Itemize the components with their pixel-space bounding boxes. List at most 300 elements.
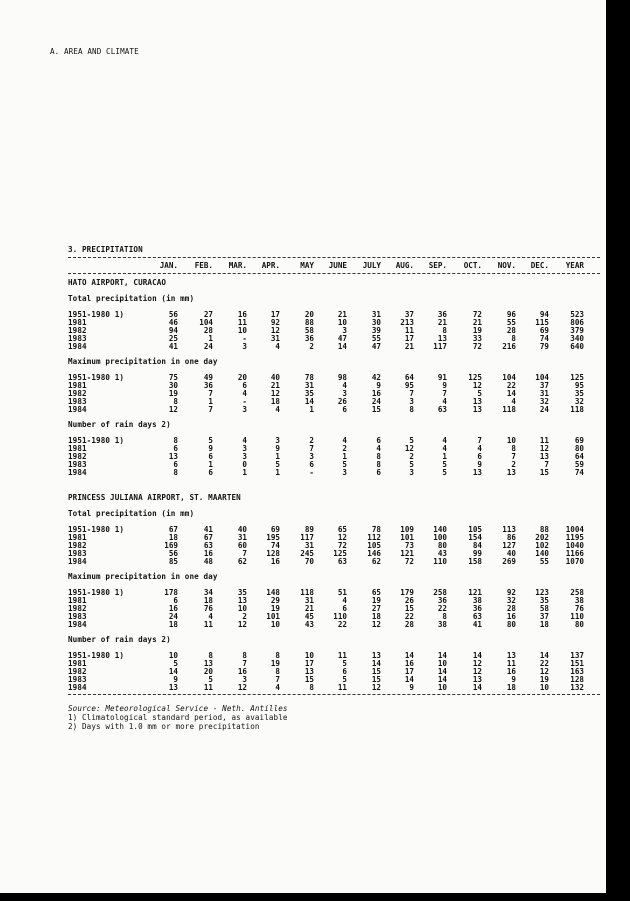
table-cell: 195	[266, 533, 280, 542]
column-header: APR.	[261, 261, 280, 270]
table-cell: 43	[437, 549, 447, 558]
table-cell: 4	[442, 436, 447, 445]
column-header: DEC.	[530, 261, 549, 270]
table-cell: 11	[506, 659, 516, 668]
table-cell: 5	[409, 460, 414, 469]
table-cell: 32	[506, 596, 516, 605]
table-cell: 6	[173, 444, 178, 453]
table-cell: 74	[574, 468, 584, 477]
table-cell: 105	[468, 525, 482, 534]
table-cell: 45	[304, 612, 314, 621]
row-label: 1951-1980 1)	[68, 436, 125, 445]
source-note	[68, 705, 288, 713]
table-cell: 22	[506, 381, 516, 390]
table-cell: 4	[275, 405, 280, 414]
table-cell: 1040	[565, 541, 584, 550]
table-cell: 5	[442, 460, 447, 469]
table-cell: 9	[173, 675, 178, 684]
table-cell: 22	[404, 612, 414, 621]
table-cell: 6	[173, 596, 178, 605]
table-cell: 125	[333, 549, 347, 558]
table-cell: 12	[539, 444, 549, 453]
row-label: 1981	[68, 318, 87, 327]
table-cell: 58	[304, 326, 314, 335]
table-cell: 28	[506, 326, 516, 335]
table-cell: 6	[342, 405, 347, 414]
table-cell: 2	[242, 612, 247, 621]
table-cell: 5	[477, 389, 482, 398]
table-cell: 20	[304, 310, 314, 319]
table-cell: 67	[168, 525, 178, 534]
table-cell: 19	[270, 659, 280, 668]
table-cell: 110	[570, 612, 584, 621]
table-cell: 12	[270, 326, 280, 335]
table-cell: 72	[472, 310, 482, 319]
table-cell: 14	[437, 667, 447, 676]
column-header: SEP.	[428, 261, 447, 270]
table-cell: 14	[404, 675, 414, 684]
table-cell: 105	[367, 541, 381, 550]
table-cell: 11	[203, 620, 213, 629]
table-cell: 5	[409, 436, 414, 445]
table-cell: 148	[266, 588, 280, 597]
table-cell: 169	[164, 541, 178, 550]
row-label: 1981	[68, 596, 87, 605]
table-cell: 12	[539, 667, 549, 676]
table-cell: 101	[400, 533, 414, 542]
table-cell: 104	[535, 373, 549, 382]
table-cell: 12	[237, 683, 247, 692]
table-cell: 37	[539, 612, 549, 621]
table-cell: 9	[477, 460, 482, 469]
table-cell: 13	[203, 659, 213, 668]
table-cell: 14	[539, 651, 549, 660]
table-cell: 4	[242, 436, 247, 445]
table-cell: 76	[203, 604, 213, 613]
table-cell: 41	[472, 620, 482, 629]
table-cell: 88	[304, 318, 314, 327]
table-cell: 258	[570, 588, 584, 597]
table-cell: 3	[342, 326, 347, 335]
table-cell: 5	[275, 460, 280, 469]
table-cell: 21	[437, 318, 447, 327]
table-cell: 62	[371, 557, 381, 566]
table-cell: 19	[371, 596, 381, 605]
table-cell: 13	[472, 397, 482, 406]
table-cell: 78	[304, 373, 314, 382]
column-header: MAY	[300, 261, 314, 270]
table-cell: 11	[203, 683, 213, 692]
table-cell: 16	[203, 549, 213, 558]
table-cell: 118	[570, 405, 584, 414]
row-label: 1983	[68, 334, 87, 343]
table-cell: 127	[502, 541, 516, 550]
table-cell: 13	[168, 452, 178, 461]
table-cell: 3	[342, 389, 347, 398]
table-cell: 92	[506, 588, 516, 597]
table-cell: 7	[208, 405, 213, 414]
table-cell: 73	[404, 541, 414, 550]
table-cell: 1070	[565, 557, 584, 566]
table-cell: 16	[270, 557, 280, 566]
table-cell: 104	[199, 318, 213, 327]
table-cell: 49	[203, 373, 213, 382]
table-cell: 26	[337, 397, 347, 406]
table-cell: 12	[168, 405, 178, 414]
station-name: PRINCESS JULIANA AIRPORT, ST. MAARTEN	[68, 493, 241, 502]
table-cell: 72	[472, 342, 482, 351]
row-label: 1982	[68, 667, 87, 676]
table-cell: 27	[203, 310, 213, 319]
table-cell: 12	[472, 667, 482, 676]
table-cell: 55	[371, 334, 381, 343]
row-label: 1984	[68, 620, 87, 629]
footnote-1: 1) Climatological standard period, as available	[68, 713, 288, 722]
table-cell: 65	[371, 588, 381, 597]
table-cell: 35	[574, 389, 584, 398]
table-cell: 64	[404, 373, 414, 382]
table-cell: 10	[304, 651, 314, 660]
table-cell: 5	[442, 468, 447, 477]
table-cell: 26	[404, 596, 414, 605]
table-cell: 80	[506, 620, 516, 629]
table-cell: 3	[242, 405, 247, 414]
table-cell: 12	[337, 533, 347, 542]
table-cell: 4	[342, 381, 347, 390]
row-label: 1982	[68, 604, 87, 613]
table-cell: 5	[208, 436, 213, 445]
table-cell: 17	[404, 334, 414, 343]
table-cell: 21	[472, 318, 482, 327]
row-label: 1951-1980 1)	[68, 310, 125, 319]
table-cell: 95	[574, 381, 584, 390]
column-header: JUNE	[328, 261, 347, 270]
table-cell: 4	[376, 444, 381, 453]
table-cell: 69	[574, 436, 584, 445]
table-cell: 12	[371, 683, 381, 692]
table-cell: 85	[168, 557, 178, 566]
table-cell: 154	[468, 533, 482, 542]
row-label: 1984	[68, 405, 87, 414]
table-cell: 8	[173, 436, 178, 445]
table-cell: 1166	[565, 549, 584, 558]
table-cell: 178	[164, 588, 178, 597]
table-cell: 18	[539, 620, 549, 629]
table-cell: 202	[535, 533, 549, 542]
table-cell: 3	[342, 468, 347, 477]
footnote-2: 2) Days with 1.0 mm or more precipitation	[68, 722, 260, 731]
table-cell: 63	[472, 612, 482, 621]
table-cell: 14	[404, 651, 414, 660]
table-cell: 94	[168, 326, 178, 335]
table-cell: 13	[237, 596, 247, 605]
table-cell: 10	[506, 436, 516, 445]
column-header: MAR.	[228, 261, 247, 270]
table-cell: 10	[437, 659, 447, 668]
table-cell: 6	[208, 468, 213, 477]
table-cell: 13	[437, 334, 447, 343]
table-cell: 31	[371, 310, 381, 319]
table-cell: 5	[342, 675, 347, 684]
table-cell: 14	[168, 667, 178, 676]
table-cell: 19	[472, 326, 482, 335]
table-cell: 79	[539, 342, 549, 351]
subsection-title: Total precipitation (in mm)	[68, 294, 195, 303]
table-cell: 4	[208, 612, 213, 621]
table-cell: 523	[570, 310, 584, 319]
table-cell: 7	[242, 549, 247, 558]
table-cell: 6	[309, 460, 314, 469]
table-cell: 31	[237, 533, 247, 542]
table-cell: 7	[242, 659, 247, 668]
table-cell: 19	[270, 604, 280, 613]
table-cell: 15	[404, 604, 414, 613]
table-cell: -	[242, 397, 247, 406]
table-cell: 13	[168, 683, 178, 692]
table-cell: 3	[242, 675, 247, 684]
table-cell: 101	[266, 612, 280, 621]
table-cell: 6	[242, 381, 247, 390]
table-cell: 43	[304, 620, 314, 629]
table-cell: 40	[270, 373, 280, 382]
table-cell: 2	[409, 452, 414, 461]
row-label: 1984	[68, 342, 87, 351]
table-cell: 10	[270, 620, 280, 629]
table-cell: 22	[539, 659, 549, 668]
table-cell: 8	[275, 667, 280, 676]
section-header: A. AREA AND CLIMATE	[50, 47, 139, 56]
column-header: AUG.	[395, 261, 414, 270]
table-cell: 100	[433, 533, 447, 542]
table-cell: 123	[535, 588, 549, 597]
table-cell: 14	[371, 659, 381, 668]
table-cell: 22	[337, 620, 347, 629]
table-cell: 63	[337, 557, 347, 566]
table-cell: 36	[472, 604, 482, 613]
table-cell: 36	[437, 596, 447, 605]
table-cell: 8	[173, 468, 178, 477]
table-cell: 128	[570, 675, 584, 684]
table-cell: 4	[242, 389, 247, 398]
table-cell: 31	[304, 541, 314, 550]
table-cell: 115	[535, 318, 549, 327]
table-cell: 37	[404, 310, 414, 319]
source-text: Source: Meteorological Service - Neth. Antilles	[68, 704, 288, 713]
table-cell: 14	[304, 397, 314, 406]
table-cell: 3	[242, 342, 247, 351]
table-cell: 11	[337, 651, 347, 660]
table-cell: 13	[472, 405, 482, 414]
row-label: 1983	[68, 460, 87, 469]
table-cell: 8	[511, 444, 516, 453]
table-cell: 80	[437, 541, 447, 550]
table-cell: 8	[442, 326, 447, 335]
table-cell: 20	[237, 373, 247, 382]
table-cell: 4	[442, 397, 447, 406]
table-cell: 13	[506, 651, 516, 660]
table-cell: 4	[477, 444, 482, 453]
table-cell: 76	[574, 604, 584, 613]
table-cell: 10	[437, 683, 447, 692]
table-cell: 8	[409, 405, 414, 414]
table-cell: 7	[275, 675, 280, 684]
table-cell: 28	[203, 326, 213, 335]
table-cell: 34	[203, 588, 213, 597]
table-cell: 140	[433, 525, 447, 534]
table-cell: 46	[168, 318, 178, 327]
table-cell: 5	[342, 659, 347, 668]
table-cell: 78	[371, 525, 381, 534]
table-cell: 16	[168, 604, 178, 613]
table-cell: 35	[237, 588, 247, 597]
column-header: NOV.	[497, 261, 516, 270]
table-cell: 2	[511, 460, 516, 469]
table-cell: 72	[337, 541, 347, 550]
table-cell: 14	[437, 651, 447, 660]
table-cell: 18	[203, 596, 213, 605]
table-cell: 16	[506, 612, 516, 621]
subsection-title: Total precipitation (in mm)	[68, 509, 195, 518]
table-cell: 806	[570, 318, 584, 327]
table-cell: 117	[433, 342, 447, 351]
table-cell: 121	[468, 588, 482, 597]
table-cell: 55	[539, 557, 549, 566]
table-cell: 13	[472, 468, 482, 477]
table-cell: 8	[376, 452, 381, 461]
table-cell: -	[242, 334, 247, 343]
table-cell: 65	[337, 525, 347, 534]
table-cell: 13	[304, 667, 314, 676]
row-label: 1983	[68, 397, 87, 406]
table-cell: 36	[437, 310, 447, 319]
table-cell: 2	[309, 436, 314, 445]
table-cell: 15	[371, 675, 381, 684]
table-cell: 18	[270, 397, 280, 406]
table-cell: 9	[208, 444, 213, 453]
table-cell: 28	[506, 604, 516, 613]
row-label: 1951-1980 1)	[68, 651, 125, 660]
column-header: JAN.	[159, 261, 178, 270]
table-cell: 19	[539, 675, 549, 684]
table-cell: 27	[371, 604, 381, 613]
divider	[68, 273, 600, 274]
column-header: FEB.	[194, 261, 213, 270]
table-cell: 11	[337, 683, 347, 692]
table-cell: 35	[304, 389, 314, 398]
station-name: HATO AIRPORT, CURACAO	[68, 278, 167, 287]
table-cell: 14	[472, 683, 482, 692]
table-cell: 1	[309, 405, 314, 414]
table-cell: 163	[570, 667, 584, 676]
table-cell: 13	[371, 651, 381, 660]
table-cell: 72	[404, 557, 414, 566]
table-cell: 84	[472, 541, 482, 550]
table-cell: 31	[304, 596, 314, 605]
table-cell: 62	[237, 557, 247, 566]
table-cell: 216	[502, 342, 516, 351]
table-cell: 151	[570, 659, 584, 668]
table-cell: 117	[300, 533, 314, 542]
table-cell: 16	[404, 659, 414, 668]
table-cell: 31	[304, 381, 314, 390]
table-cell: 15	[539, 468, 549, 477]
table-cell: 17	[404, 667, 414, 676]
table-cell: 42	[371, 373, 381, 382]
divider	[68, 694, 600, 695]
table-cell: 21	[337, 310, 347, 319]
table-cell: 56	[168, 310, 178, 319]
row-label: 1982	[68, 541, 87, 550]
table-cell: 179	[400, 588, 414, 597]
table-cell: 74	[539, 334, 549, 343]
table-cell: 213	[400, 318, 414, 327]
table-cell: 104	[502, 373, 516, 382]
table-cell: 6	[342, 604, 347, 613]
table-cell: 9	[511, 675, 516, 684]
table-cell: 2	[342, 444, 347, 453]
table-cell: 14	[337, 342, 347, 351]
table-cell: 379	[570, 326, 584, 335]
table-cell: 47	[337, 334, 347, 343]
table-cell: 91	[437, 373, 447, 382]
table-cell: 10	[237, 604, 247, 613]
table-cell: 32	[574, 397, 584, 406]
table-cell: 21	[404, 342, 414, 351]
table-cell: 92	[270, 318, 280, 327]
table-cell: 1	[342, 452, 347, 461]
table-cell: 18	[371, 612, 381, 621]
table-cell: 28	[404, 620, 414, 629]
table-cell: 6	[342, 667, 347, 676]
table-cell: 32	[539, 397, 549, 406]
table-cell: 36	[304, 334, 314, 343]
table-cell: 8	[208, 651, 213, 660]
table-cell: 12	[404, 444, 414, 453]
table-cell: 80	[574, 620, 584, 629]
table-cell: 3	[242, 444, 247, 453]
table-cell: 10	[168, 651, 178, 660]
table-cell: 75	[168, 373, 178, 382]
table-cell: 13	[539, 452, 549, 461]
table-cell: 7	[544, 460, 549, 469]
table-cell: 55	[506, 318, 516, 327]
table-cell: 8	[442, 612, 447, 621]
table-cell: 13	[506, 468, 516, 477]
subsection-title: Maximum precipitation in one day	[68, 572, 218, 581]
table-cell: 110	[433, 557, 447, 566]
table-cell: 258	[433, 588, 447, 597]
column-header: JULY	[362, 261, 381, 270]
row-label: 1983	[68, 612, 87, 621]
table-cell: 24	[203, 342, 213, 351]
row-label: 1984	[68, 557, 87, 566]
table-cell: 35	[539, 596, 549, 605]
table-cell: 6	[376, 436, 381, 445]
table-cell: 8	[242, 651, 247, 660]
table-cell: 8	[376, 460, 381, 469]
table-cell: 41	[168, 342, 178, 351]
table-cell: 269	[502, 557, 516, 566]
table-cell: 10	[237, 326, 247, 335]
table-cell: 4	[511, 397, 516, 406]
table-cell: 63	[203, 541, 213, 550]
row-label: 1983	[68, 675, 87, 684]
table-cell: 31	[539, 389, 549, 398]
table-cell: 38	[574, 596, 584, 605]
table-cell: 29	[270, 596, 280, 605]
table-cell: 9	[275, 444, 280, 453]
table-cell: 14	[472, 651, 482, 660]
